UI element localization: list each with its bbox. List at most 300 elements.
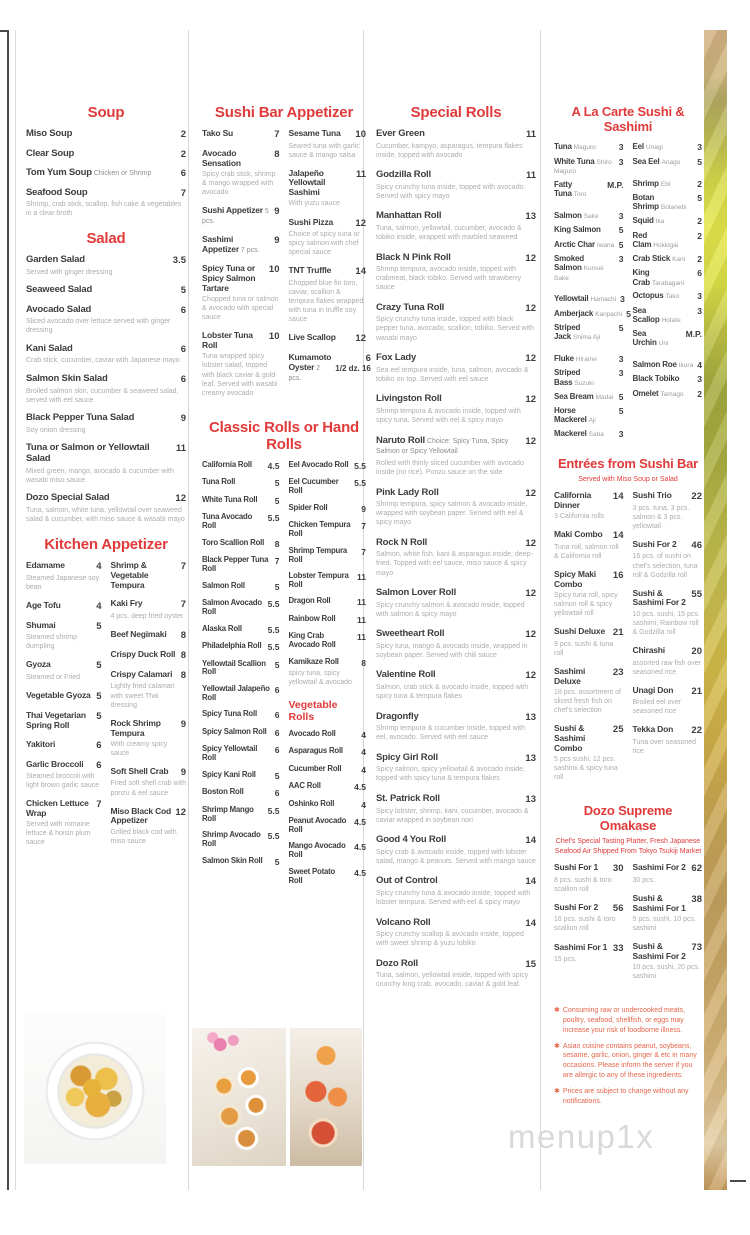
menu-item (376, 712, 536, 743)
menu-item-row (202, 556, 280, 574)
item-price: 5 (618, 323, 624, 334)
menu-item (202, 806, 280, 824)
asterisk-icon: ✱ (554, 1007, 560, 1015)
item-japanese-name: Kunsei Sake (554, 265, 604, 282)
item-japanese-name: Sake (583, 212, 599, 220)
item-price: 11 (357, 597, 366, 608)
item-price: 4.5 (354, 842, 366, 853)
item-name: Shrimp & Vegetable Tempura (110, 560, 149, 590)
menu-item-row (633, 268, 703, 287)
item-name: King Salmon (554, 225, 601, 235)
menu-item-row (554, 570, 624, 590)
menu-item (289, 842, 367, 860)
item-price: 22 (691, 725, 702, 737)
item-price: 3 (697, 142, 702, 152)
menu-item-row (111, 807, 187, 827)
item-price: 3.5 (172, 255, 186, 267)
item-name: White Tuna Roll (202, 494, 258, 504)
item-price: 7 (180, 187, 186, 199)
item-name: Arctic Char Iwana (554, 239, 615, 249)
item-name: Mango Avocado Roll (288, 841, 346, 860)
menu-item (26, 168, 186, 179)
item-name: Dragonfly (376, 710, 419, 722)
menu-item (289, 747, 367, 757)
item-price: 6 (274, 745, 280, 756)
item-price: 5.5 (267, 513, 280, 524)
menu-section (554, 456, 702, 792)
footnote (554, 1042, 702, 1081)
item-price: 5 (697, 156, 702, 167)
item-name: Dragon Roll (288, 596, 331, 606)
menu-item (289, 504, 367, 514)
item-description: Steamed or Fried (26, 673, 81, 681)
item-description: Broiled salmon skin, cucumber & seaweed salad, served with eel sauce (26, 387, 179, 404)
item-description: Shrimp tempura, spicy salmon & avocado inside, wrapped with soybean paper. Served with eel & spicy mayo (376, 501, 528, 527)
item-description: Served with romaine lettuce & hoisin plum sauce (26, 821, 91, 847)
menu-item-row (26, 760, 102, 771)
menu-item (111, 670, 187, 710)
item-price: 38 (691, 893, 702, 905)
item-description: Fried soft shell crab with ponzu & eel sauce (110, 780, 186, 797)
item-price: 73 (691, 942, 702, 954)
menu-item (202, 149, 280, 197)
item-name: Eel Avocado Roll (288, 459, 349, 469)
left-fold-line (15, 30, 16, 1190)
menu-item-row (376, 835, 536, 846)
menu-item-row (202, 331, 280, 351)
item-price: 3 (618, 368, 624, 379)
item-description: Spicy crunchy scallop & avocado inside, topped with sweet shrimp & yuzu tobiko (376, 931, 524, 948)
item-price: 7 (361, 521, 366, 532)
item-price: 4 (96, 561, 102, 573)
menu-item-row (202, 831, 280, 849)
item-name: Kaki Fry (110, 598, 143, 609)
item-price: 8 (361, 657, 366, 668)
menu-item-row (554, 429, 624, 439)
menu-item-row (376, 436, 536, 458)
menu-item (554, 294, 624, 304)
menu-item (376, 488, 536, 528)
menu-item-row (554, 225, 624, 235)
item-name: Sushi Pizza (288, 216, 334, 227)
item-description: Shrimp tempura & cucumber inside, topped with eel, avocado. Served with eel sauce (376, 725, 526, 742)
item-name: Sashimi Appetizer 7 pcs. (202, 234, 260, 255)
menu-item-row (111, 670, 187, 681)
item-name: Seafood Soup (26, 186, 88, 198)
item-japanese-name: Aji (588, 417, 596, 425)
item-name: Kamikaze Roll (288, 656, 339, 666)
item-name: AAC Roll (288, 781, 321, 791)
item-description: Spicy salmon, spicy yellowtail & avocado inside, topped with spicy tuna & tempura flakes (376, 766, 526, 783)
menu-item-row (376, 170, 536, 181)
menu-item (554, 254, 624, 282)
item-description: Spicy crunchy tuna inside, topped with avocado. Served with spicy mayo (376, 183, 526, 200)
menu-item-row (289, 504, 367, 514)
item-price: 4.5 (267, 460, 280, 471)
item-name: Sea Eel Anago (632, 156, 681, 166)
menu-item (289, 730, 367, 740)
item-name: Sushi Trio (632, 490, 672, 501)
item-description: 15 pcs. (554, 956, 577, 964)
item-name: Lobster Tempura Roll (288, 571, 349, 589)
menu-item-row (111, 719, 187, 739)
menu-item-row (554, 903, 624, 914)
item-name: Black Pepper Tuna Salad (26, 412, 135, 424)
menu-item-row (202, 129, 280, 140)
menu-item-row (376, 959, 536, 970)
menu-item-row (554, 392, 624, 402)
item-price: 2 (697, 216, 702, 227)
item-description: Spicy crab stick, shrimp & mango wrapped with avocado (202, 171, 276, 197)
item-description: Spicy tuna roll, spicy salmon roll & spicy yellowtail roll (554, 591, 618, 618)
left-subcolumn (26, 561, 102, 857)
nigiri-closeup-photo (290, 1028, 362, 1166)
item-name: Seaweed Salad (26, 284, 93, 296)
item-name-suffix: Choice: Spicy Tuna, Spicy Salmon or Spicy Yellowtail (376, 437, 509, 456)
menu-item (202, 771, 280, 781)
menu-item-row (26, 711, 102, 731)
menu-item (633, 157, 703, 167)
item-name: Sesame Tuna (288, 128, 341, 138)
menu-item (289, 129, 367, 160)
menu-item-row (633, 216, 703, 226)
item-price: 5 (697, 193, 702, 203)
item-description: 5 pcs. sushi, 10 pcs. sashimi (632, 915, 696, 932)
menu-item-row (289, 765, 367, 775)
item-japanese-name: Tako (665, 293, 680, 301)
item-name: Sashimi For 1 (554, 941, 608, 952)
menu-item (26, 711, 102, 731)
menu-item (554, 368, 624, 387)
item-name: Garden Salad (26, 254, 85, 266)
menu-item (111, 599, 187, 621)
item-price: 9 (180, 718, 186, 730)
menu-item-row (633, 360, 703, 370)
item-price: 21 (691, 685, 702, 697)
item-japanese-name: Iwana (596, 241, 615, 249)
item-name: King Crab Tarabagani (632, 268, 685, 287)
item-name: Sushi Deluxe (554, 626, 605, 637)
two-column-list (202, 128, 371, 407)
menu-item-row (289, 333, 367, 344)
menu-item-row (26, 188, 186, 199)
item-price: 12 (525, 487, 536, 499)
item-price: 23 (612, 666, 624, 678)
item-name: Sashimi Deluxe (554, 665, 586, 686)
item-name: Jalapeño Yellowtail Sashimi (288, 167, 326, 198)
item-japanese-name: Saba (588, 431, 604, 439)
item-price: 7 (180, 599, 186, 611)
menu-item-row (633, 231, 703, 250)
menu-item (289, 266, 367, 324)
menu-item (111, 650, 187, 661)
menu-item-row (554, 323, 624, 342)
item-price: 62 (691, 863, 702, 875)
section-title: Sushi Bar Appetizer (214, 104, 354, 121)
menu-item (376, 353, 536, 384)
item-name: Black Tobiko (632, 374, 680, 384)
section-title: Dozo Supreme Omakase (583, 803, 673, 834)
menu-item (633, 540, 703, 580)
menu-item-row (289, 817, 367, 835)
item-price: 4.5 (354, 817, 366, 828)
menu-item (554, 142, 624, 152)
item-price: 5 (274, 770, 280, 781)
menu-item (633, 942, 703, 981)
item-description: Chopped blue fin toro, caviar, scallion & tempura flakes wrapped with tuna in truffle soy sauce (288, 279, 364, 324)
item-name: Clear Soup (26, 147, 75, 159)
item-price: 12 (525, 537, 536, 549)
item-price: 6 (274, 684, 280, 695)
item-name: Chicken Tempura Roll (288, 520, 351, 539)
item-description: With yuzu sauce (288, 200, 340, 208)
menu-item (633, 254, 703, 264)
item-japanese-name: Ikura (678, 361, 694, 369)
item-price: 12 (525, 302, 536, 314)
menu-item (202, 857, 280, 867)
menu-item-row (554, 667, 624, 687)
item-name: Crispy Duck Roll (110, 648, 176, 659)
item-name: Black N Pink Roll (376, 251, 451, 263)
item-name: Spicy Yellowtail Roll (202, 744, 258, 763)
menu-section (376, 104, 536, 989)
item-japanese-name: Hirame (575, 355, 597, 363)
item-price: 3 (618, 210, 624, 221)
left-subcolumn (554, 491, 624, 791)
item-name: Spicy Girl Roll (376, 751, 438, 763)
menu-item-row (289, 478, 367, 496)
item-name: Toro Scallion Roll (202, 537, 265, 547)
menu-item-row (633, 142, 703, 152)
menu-item-row (202, 771, 280, 781)
menu-item (554, 863, 624, 894)
menu-item (289, 218, 367, 258)
menu-item-row (289, 266, 367, 277)
item-name: Good 4 You Roll (376, 834, 447, 846)
menu-item-row (26, 374, 186, 385)
item-name: Sea Urchin Uni (632, 329, 669, 348)
menu-item (26, 374, 186, 405)
item-price: M.P. (607, 179, 624, 190)
item-description: Tuna wrapped spicy lobster salad, topped with black caviar & gold leaf. Served with wasabi creamy avocado (202, 353, 278, 397)
item-description: Tuna, salmon, yellowtail inside, topped with spicy crunchy king crab, avocado, caviar & gold leaf. (376, 972, 529, 989)
menu-item-row (633, 540, 703, 551)
menu-item-row (202, 685, 280, 703)
item-description: Steamed shrimp dumpling (26, 634, 77, 651)
item-price: 20 (691, 646, 702, 657)
item-price: 5 (274, 478, 280, 489)
item-price: 6 (180, 374, 186, 386)
menu-item-row (289, 521, 367, 539)
item-name: Unagi Don (632, 684, 674, 695)
item-name: Maki Combo (554, 529, 603, 540)
footnote (554, 1006, 702, 1035)
menu-item (202, 582, 280, 592)
item-japanese-name: Botanebi (660, 204, 687, 212)
menu-item-row (202, 539, 280, 549)
item-price: 9 (274, 235, 280, 247)
menu-section (554, 104, 702, 444)
item-price: 30 (612, 863, 624, 875)
menu-item (633, 142, 703, 152)
item-name: Sushi & Sashimi For 2 (632, 587, 686, 608)
menu-item-row (554, 180, 624, 199)
item-name: Spicy Tuna Roll (202, 709, 257, 719)
item-name: Octopus Tako (632, 291, 680, 301)
menu-item-row (202, 599, 280, 617)
item-price: 3 (618, 254, 624, 265)
item-price: 4.5 (354, 867, 366, 878)
menu-item (633, 374, 703, 384)
menu-item-row (376, 488, 536, 499)
menu-item (376, 629, 536, 660)
menu-item-row (202, 660, 280, 678)
menu-item (289, 615, 367, 625)
item-price: 12 (175, 493, 186, 505)
item-japanese-name: Shiro Maguro (554, 158, 612, 175)
menu-item-row (289, 218, 367, 229)
item-name: Miso Soup (26, 128, 73, 139)
menu-item (202, 129, 280, 140)
item-name: Yellowtail Scallion Roll (202, 658, 266, 677)
menu-item-row (202, 728, 280, 738)
menu-item (202, 478, 280, 488)
item-description: Choice of spicy tuna or spicy salmon with chef special sauce (288, 231, 360, 257)
menu-item (202, 599, 280, 617)
item-name: Sushi & Sashimi Combo (554, 723, 586, 753)
item-price: 22 (691, 491, 702, 503)
menu-item (554, 530, 624, 561)
menu-item (554, 354, 624, 364)
sushi-rolls-photo (192, 1028, 286, 1166)
menu-item-row (289, 842, 367, 860)
menu-item-row (26, 621, 102, 632)
left-subcolumn (554, 142, 631, 444)
menu-item-row (554, 254, 624, 282)
menu-item-row (288, 352, 371, 383)
item-price: 3 (618, 353, 624, 364)
two-column-list (202, 461, 366, 893)
item-description: Spicy crab & avocado inside, topped with lobster salad, mango & peanuts. Served with mango sauce (376, 848, 536, 865)
item-description: Spicy crunchy tuna & avocado inside, topped with lobster tempura. Served with eel & spicy mayo (376, 889, 531, 906)
menu-item-row (289, 547, 367, 565)
item-name: Tom Yum Soup Chicken or Shrimp (26, 167, 152, 178)
menu-item (554, 157, 624, 176)
menu-item-row (554, 294, 624, 304)
menu-item (554, 308, 631, 319)
menu-item (111, 561, 187, 590)
menu-item-row (289, 658, 367, 668)
menu-section (202, 104, 371, 407)
item-japanese-name: Hamachi (590, 296, 617, 304)
menu-item-row (26, 255, 186, 266)
menu-item-row (289, 632, 367, 650)
menu-item (202, 264, 280, 322)
item-name: Sweetheart Roll (376, 628, 445, 640)
menu-item (26, 285, 186, 296)
item-name: Spicy Tuna or Spicy Salmon Tartare (202, 263, 256, 293)
menu-item (26, 621, 102, 652)
menu-item (633, 306, 703, 325)
menu-item-row (633, 306, 703, 325)
item-description: Sea eel tempura inside, tuna, salmon, avocado & tobiko on top. Served with eel sauce (376, 366, 529, 383)
item-description: Salmon, crab stick & avocado inside, topped with spicy tuna & tempura flakes (376, 683, 529, 701)
menu-item (633, 231, 703, 250)
menu-item (202, 745, 280, 763)
menu-item-row (202, 496, 280, 506)
right-subcolumn (633, 142, 703, 444)
item-description: Broiled eel over seasoned rice (632, 699, 682, 716)
item-japanese-name: Ebi (660, 180, 671, 188)
menu-item (633, 646, 703, 677)
item-name: Sushi For 1 (554, 862, 599, 873)
item-price: M.P. (685, 329, 702, 340)
menu-item-row (289, 868, 367, 886)
menu-item-row (633, 254, 703, 264)
item-price: 7 (361, 546, 366, 557)
item-name: Manhattan Roll (376, 210, 442, 222)
menu-item-row (633, 894, 703, 914)
item-description: Salmon, white fish, kani & asparagus inside, deep-fried. Topped with eel sauce, miso sauce & spicy mayo (376, 551, 533, 577)
item-price: 9 (274, 206, 280, 218)
item-price: 8 (274, 149, 280, 160)
item-name: Philadelphia Roll (202, 641, 262, 651)
menu-item (376, 253, 536, 293)
menu-item (376, 211, 536, 242)
item-name: Sea Scallop Hotate (632, 305, 681, 325)
item-description: Crab stick, cucumber, caviar with Japanese mayo (26, 357, 180, 365)
menu-item (554, 240, 624, 250)
menu-item-row (554, 308, 631, 319)
menu-item (26, 740, 102, 751)
item-name: Beef Negimaki (110, 628, 167, 639)
menu-item (376, 876, 536, 907)
item-japanese-name: Maguro (573, 144, 596, 151)
menu-item (554, 392, 624, 402)
menu-item-row (202, 710, 280, 720)
menu-item-row (554, 406, 624, 425)
item-price: 7 (96, 799, 102, 811)
item-name: Miso Black Cod Appetizer (110, 805, 171, 826)
item-price: 4 (361, 729, 366, 740)
menu-item-row (111, 650, 187, 661)
item-price: 9 (180, 766, 186, 778)
right-subcolumn (633, 863, 703, 990)
item-price: 11 (525, 170, 536, 182)
item-price: 7 (180, 561, 186, 573)
footnote-text: Consuming raw or undercooked meats, poultry, seafood, shellfish, or eggs may increase your risk of foodborne illness. (562, 1007, 686, 1034)
item-name: Eel Cucumber Roll (288, 477, 339, 496)
item-description: Sliced avocado over lettuce served with ginger dressing (26, 318, 171, 335)
item-description: Steamed Japanese soy bean (26, 574, 100, 591)
menu-section (202, 419, 366, 893)
menu-item-row (202, 149, 280, 169)
item-price: 6 (96, 739, 102, 751)
menu-item (26, 799, 102, 847)
menu-item-row (633, 589, 703, 609)
menu-item (202, 461, 280, 471)
menu-item (289, 521, 367, 539)
menu-item-row (202, 235, 280, 255)
item-name: Thai Vegetarian Spring Roll (26, 710, 86, 730)
menu-item (376, 794, 536, 825)
item-price: 14 (612, 530, 624, 542)
menu-item (633, 360, 703, 370)
menu-item (289, 817, 367, 835)
menu-item-row (554, 863, 624, 874)
menu-item (554, 211, 624, 221)
menu-item (289, 800, 367, 810)
